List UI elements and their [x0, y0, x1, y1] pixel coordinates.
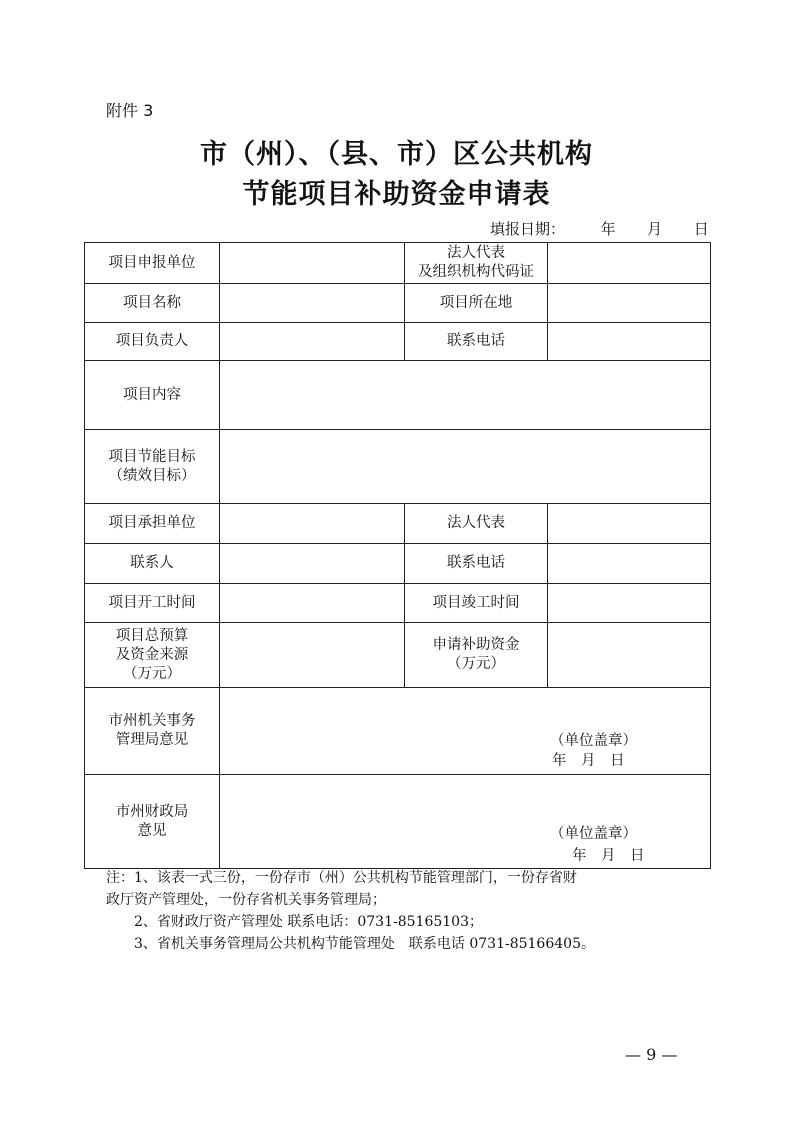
- field-affairs-opinion[interactable]: [220, 688, 711, 775]
- affairs-seal-text: （单位盖章）: [550, 733, 637, 749]
- notes: [106, 867, 595, 955]
- label-legal-rep-code: [405, 243, 548, 284]
- label-project-content: 项目内容: [85, 361, 220, 430]
- label-budget: [85, 623, 220, 688]
- label-legal-rep-code-line1: 法人代表: [447, 245, 505, 261]
- fill-date-day: 日: [693, 220, 709, 238]
- label-budget-line3: （万元）: [123, 665, 181, 682]
- fill-date-label: 填报日期：: [490, 220, 566, 238]
- label-contact-person: 联系人: [85, 544, 220, 584]
- note-line-2: 政厅资产管理处，一份存省机关事务管理局；: [106, 892, 386, 908]
- field-legal-rep-code[interactable]: [548, 243, 711, 284]
- note-line-4: 3、省机关事务管理局公共机构节能管理处 联系电话 0731-85166405。: [134, 936, 595, 952]
- label-project-leader: 项目负责人: [85, 323, 220, 361]
- affairs-date-text: 年 月 日: [552, 753, 625, 769]
- label-finance-opinion: [85, 775, 220, 869]
- field-project-name[interactable]: [220, 284, 405, 323]
- label-legal-rep: 法人代表: [405, 504, 548, 544]
- label-affairs-opinion-line2: 管理局意见: [115, 732, 189, 748]
- note-line-3: 2、省财政厅资产管理处 联系电话：0731-85165103；: [134, 914, 483, 930]
- label-affairs-opinion: [85, 688, 220, 775]
- field-completion-time[interactable]: [548, 584, 711, 623]
- field-project-content[interactable]: [220, 361, 711, 430]
- label-budget-line1: 项目总预算: [115, 627, 189, 644]
- page-title-line2: 节能项目补助资金申请表: [242, 179, 551, 210]
- field-legal-rep[interactable]: [548, 504, 711, 544]
- affairs-signature-area: [220, 688, 710, 774]
- label-applicant-unit: 项目申报单位: [85, 243, 220, 284]
- field-contact-phone[interactable]: [548, 323, 711, 361]
- label-contact-phone: 联系电话: [405, 323, 548, 361]
- label-saving-target-line2: （绩效目标）: [108, 467, 196, 484]
- label-subsidy: [405, 623, 548, 688]
- finance-date-text: 年 月 日: [572, 848, 645, 864]
- label-subsidy-line1: 申请补助资金: [432, 637, 520, 653]
- label-project-name: 项目名称: [85, 284, 220, 323]
- label-budget-line2: 及资金来源: [115, 646, 189, 663]
- label-finance-opinion-line1: 市州财政局: [115, 803, 189, 820]
- label-finance-opinion-line2: 意见: [137, 822, 167, 839]
- application-form-table: [84, 242, 711, 869]
- fill-date-month: 月: [647, 220, 663, 238]
- field-project-leader[interactable]: [220, 323, 405, 361]
- note-line-1: 注：1、该表一式三份，一份存市（州）公共机构节能管理部门，一份存省财: [106, 870, 577, 886]
- field-contact-phone-2[interactable]: [548, 544, 711, 584]
- attachment-label: 附件 3: [106, 101, 154, 120]
- page-number: — 9 —: [625, 1045, 678, 1064]
- fill-date: [490, 218, 709, 239]
- label-contact-phone-2: 联系电话: [405, 544, 548, 584]
- field-undertaking-unit[interactable]: [220, 504, 405, 544]
- label-saving-target-line1: 项目节能目标: [108, 448, 196, 465]
- label-saving-target: [85, 430, 220, 504]
- finance-signature-area: [220, 775, 710, 868]
- field-subsidy[interactable]: [548, 623, 711, 688]
- label-completion-time: 项目竣工时间: [405, 584, 548, 623]
- field-budget[interactable]: [220, 623, 405, 688]
- field-applicant-unit[interactable]: [220, 243, 405, 284]
- label-subsidy-line2: （万元）: [447, 656, 505, 672]
- field-project-location[interactable]: [548, 284, 711, 323]
- label-start-time: 项目开工时间: [85, 584, 220, 623]
- page-title-line1: 市（州）、（县、市）区公共机构: [200, 139, 593, 170]
- field-start-time[interactable]: [220, 584, 405, 623]
- label-undertaking-unit: 项目承担单位: [85, 504, 220, 544]
- fill-date-year: 年: [600, 220, 616, 238]
- label-affairs-opinion-line1: 市州机关事务: [108, 713, 196, 729]
- label-legal-rep-code-line2: 及组织机构代码证: [418, 264, 534, 280]
- label-project-location: 项目所在地: [405, 284, 548, 323]
- field-contact-person[interactable]: [220, 544, 405, 584]
- field-finance-opinion[interactable]: [220, 775, 711, 869]
- field-saving-target[interactable]: [220, 430, 711, 504]
- finance-seal-text: （单位盖章）: [550, 826, 637, 842]
